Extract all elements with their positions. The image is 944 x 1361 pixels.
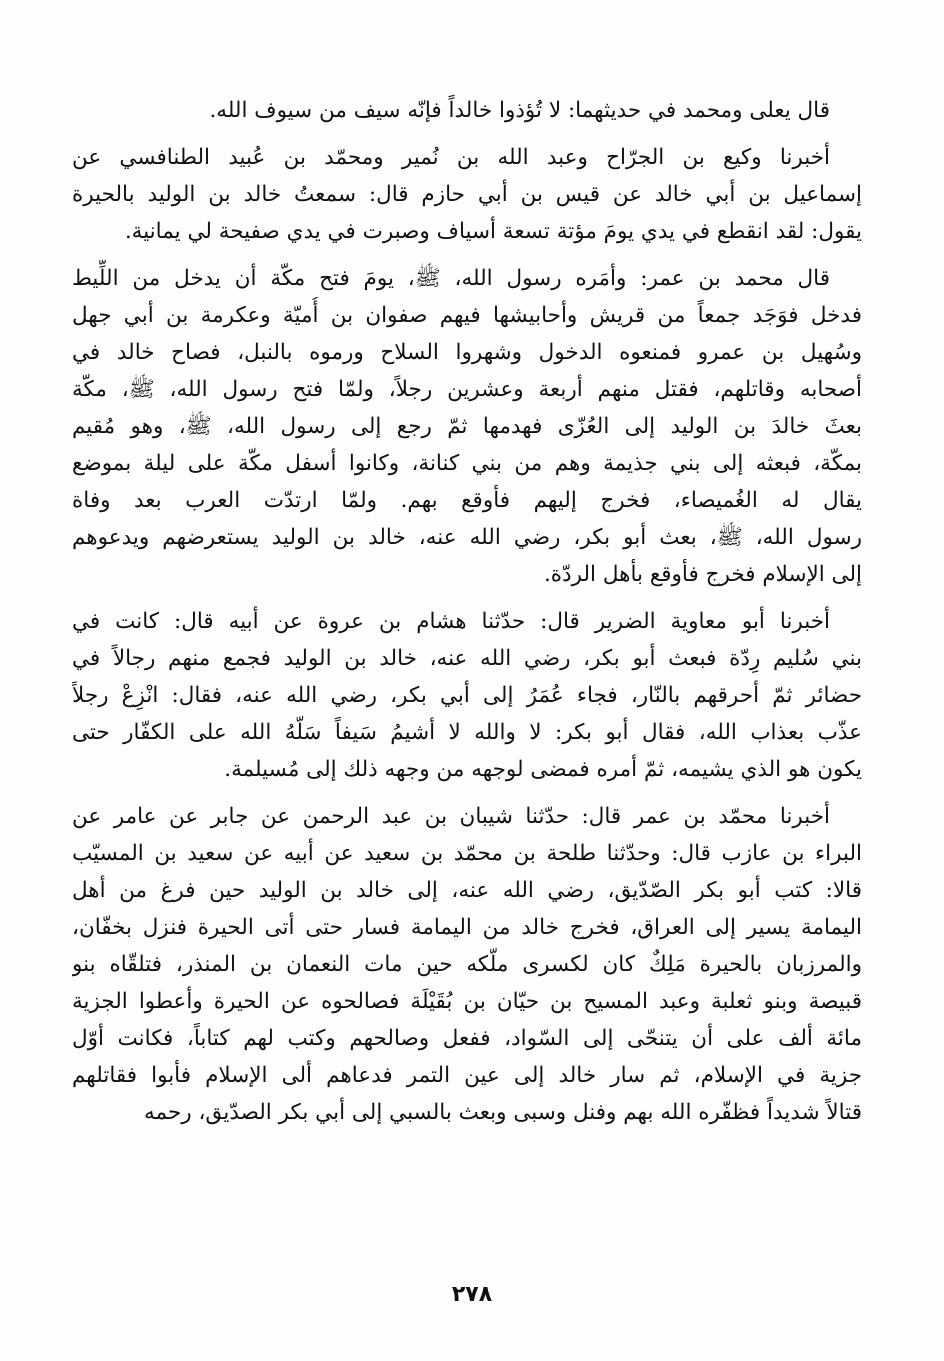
page-number: ٢٧٨: [451, 1282, 493, 1307]
text-line: فدخل فوَجَد جمعاً من قريش وأحابيشها فيهم صفوان بن أُميّة وعكرمة بن أبي جهل: [72, 303, 862, 328]
text-line: أخبرنا أبو معاوية الضرير قال: حدّثنا هشام بن عروة عن أبيه قال: كانت في: [72, 609, 830, 634]
text-line: بني سُليم رِدّة فبعث أبو بكر، رضي الله عنه، خالد بن الوليد فجمع منهم رجالاً في: [72, 646, 862, 671]
text-line: أخبرنا وكيع بن الجرّاح وعبد الله بن نُمير ومحمّد بن عُبيد الطنافسي عن: [72, 145, 830, 170]
text-line: يقال له الغُميصاء، فخرج إليهم فأوقع بهم. ولمّا ارتدّت العرب بعد وفاة: [72, 488, 862, 513]
text-line: والمرزبان بالحيرة مَلِكٌ كان لكسرى ملّكه حين مات النعمان بن المنذر، فتلقّاه بنو: [72, 952, 862, 977]
text-line: قتالاً شديداً فظفّره الله بهم وفنل وسبى وبعث بالسبي إلى أبي بكر الصدّيق، رحمه: [144, 1100, 862, 1125]
paragraph: [72, 139, 862, 250]
text-line: اليمامة يسير إلى العراق، فخرج خالد من اليمامة فسار حتى أتى الحيرة فنزل بخفّان،: [72, 915, 862, 940]
text-line: عذّب بعذاب الله، فقال أبو بكر: لا والله لا أشيمُ سَيفاً سَلّهُ الله على الكفّار حتى: [72, 720, 862, 745]
text-line: قال محمد بن عمر: وأمَره رسول الله، ﷺ، يومَ فتح مكّة أن يدخل من اللِّيط: [72, 266, 830, 291]
body-text: [72, 92, 862, 1131]
text-line: وسُهيل بن عمرو فمنعوه الدخول وشهروا السلاح ورموه بالنبل، فصاح خالد في: [72, 340, 862, 365]
text-line: بعثَ خالدَ بن الوليد إلى العُزّى فهدمها ثمّ رجع إلى رسول الله، ﷺ، وهو مُقيم: [72, 414, 862, 439]
text-line: رسول الله، ﷺ، بعث أبو بكر، رضي الله عنه، خالد بن الوليد يستعرضهم ويدعوهم: [72, 525, 862, 550]
text-line: قالا: كتب أبو بكر الصّدّيق، رضي الله عنه، إلى خالد بن الوليد حين فرغ من أهل: [72, 878, 862, 903]
text-line: بمكّة، فبعثه إلى بني جذيمة وهم من بني كنانة، وكانوا أسفل مكّة على ليلة بموضع: [72, 451, 862, 476]
text-line: البراء بن عازب قال: وحدّثنا طلحة بن محمّد بن سعيد عن أبيه عن سعيد بن المسيّب: [72, 841, 862, 866]
text-line: إلى الإسلام فخرج فأوقع بأهل الردّة.: [543, 562, 862, 587]
paragraph: [72, 92, 862, 129]
paragraph: [72, 260, 862, 593]
text-line: يكون هو الذي يشيمه، ثمّ أمره فمضى لوجهه من وجهه ذلك إلى مُسيلمة.: [224, 757, 862, 782]
text-line: أصحابه وقاتلهم، فقتل منهم أربعة وعشرين رجلاً، ولمّا فتح رسول الله، ﷺ، مكّة: [72, 377, 862, 402]
text-line: مائة ألف على أن يتنحّى إلى السّواد، ففعل وصالحهم وكتب لهم كتاباً، فكانت أوّل: [72, 1026, 862, 1051]
text-line: قبيصة وبنو ثعلبة وعبد المسيح بن حيّان بن بُقَيْلَة فصالحوه عن الحيرة وأعطوا الجزية: [72, 989, 862, 1014]
text-line: يقول: لقد انقطع في يدي يومَ مؤتة تسعة أسياف وصبرت في يدي صفيحة لي يمانية.: [124, 219, 862, 244]
text-line: حضائر ثمّ أحرقهم بالنّار، فجاء عُمَرُ إلى أبي بكر، رضي الله عنه، فقال: انْزِعْ رجلاً: [72, 683, 862, 708]
text-line: قال يعلى ومحمد في حديثهما: لا تُؤذوا خالداً فإنّه سيف من سيوف الله.: [209, 98, 830, 123]
text-line: إسماعيل بن أبي خالد عن قيس بن أبي حازم قال: سمعتُ خالد بن الوليد بالحيرة: [72, 182, 862, 207]
paragraph: [72, 798, 862, 1131]
paragraph: [72, 603, 862, 788]
text-line: جزية في الإسلام، ثم سار خالد إلى عين التمر فدعاهم ألى الإسلام فأبوا فقاتلهم: [72, 1063, 862, 1088]
text-line: أخبرنا محمّد بن عمر قال: حدّثنا شيبان بن عبد الرحمن عن جابر عن عامر عن: [72, 804, 830, 829]
